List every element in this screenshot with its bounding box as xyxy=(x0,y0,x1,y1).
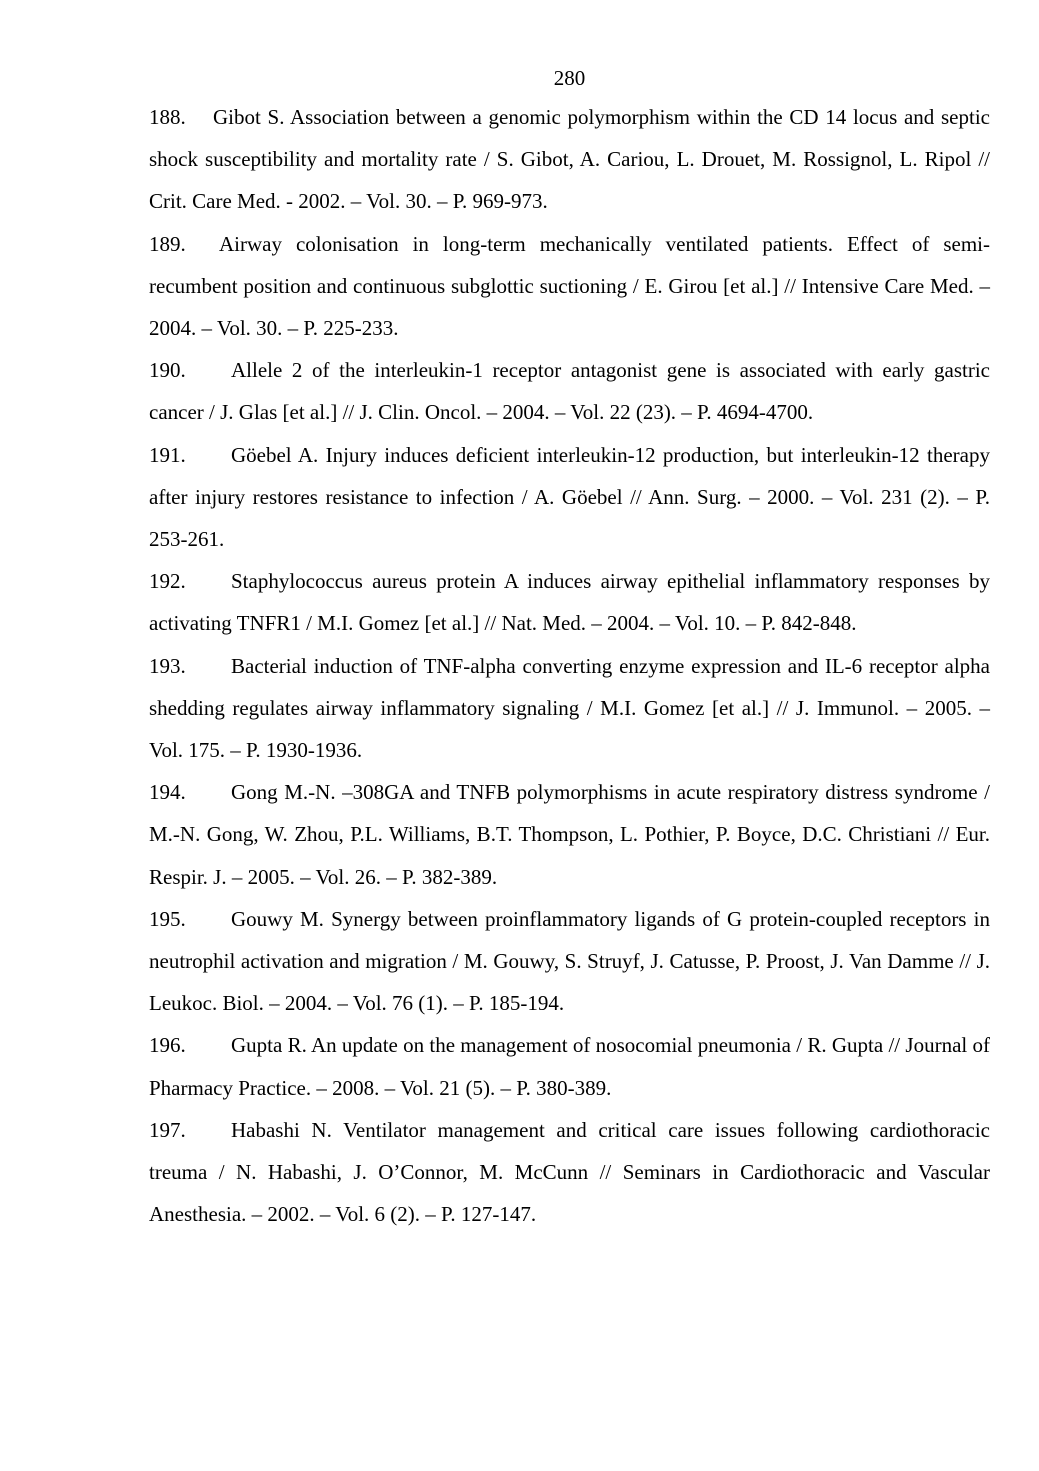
reference-text: Gibot S. Association between a genomic polymorphism within the CD 14 locus and septic shock susceptibility and mortality rate / S. Gibot, A. Cariou, L. Drouet, M. Rossignol, L. Ripol // Crit. Care Med. - 2002. – Vol. 30. – P. 969-973. xyxy=(149,105,990,214)
reference-item xyxy=(149,434,990,561)
reference-text: Habashi N. Ventilator management and critical care issues following cardiothoracic treuma / N. Habashi, J. O’Connor, M. McCunn // Seminars in Cardiothoracic and Vascular Anesthesia. – 2002. – Vol. 6 (2). – P. 127-147. xyxy=(149,1117,990,1227)
reference-item xyxy=(149,560,990,644)
reference-list xyxy=(149,96,990,1235)
reference-number: 196. xyxy=(149,1033,186,1058)
reference-text: Gouwy M. Synergy between proinflammatory ligands of G protein-coupled receptors in neutrophil activation and migration / M. Gouwy, S. Struyf, J. Catusse, P. Proost, J. Van Damme // J. Leukoc. Biol. – 2004. – Vol. 76 (1). – P. 185-194. xyxy=(149,906,990,1016)
reference-number: 197. xyxy=(149,1117,186,1142)
reference-text: Göebel A. Injury induces deficient interleukin-12 production, but interleukin-12 therapy after injury restores resistance to infection / A. Göebel // Ann. Surg. – 2000. – Vol. 231 (2). – P. 253-261. xyxy=(149,442,990,552)
reference-item xyxy=(149,1109,990,1236)
reference-item xyxy=(149,898,990,1025)
reference-number: 191. xyxy=(149,442,186,467)
reference-item xyxy=(149,1024,990,1108)
reference-text: Airway colonisation in long-term mechanically ventilated patients. Effect of semi-recumbent position and continuous subglottic suctioning / E. Girou [et al.] // Intensive Care Med. – 2004. – Vol. 30. – P. 225-233. xyxy=(149,231,990,341)
reference-item xyxy=(149,96,990,223)
reference-text: Gong M.-N. –308GA and TNFB polymorphisms in acute respiratory distress syndrome / M.-N. Gong, W. Zhou, P.L. Williams, B.T. Thompson, L. Pothier, P. Boyce, D.C. Christiani // Eur. Respir. J. – 2005. – Vol. 26. – P. 382-389. xyxy=(149,780,990,889)
reference-number: 189. xyxy=(149,231,186,256)
reference-number: 193. xyxy=(149,653,186,678)
reference-number: 194. xyxy=(149,780,186,805)
reference-text: Staphylococcus aureus protein A induces airway epithelial inflammatory responses by activating TNFR1 / M.I. Gomez [et al.] // Nat. Med. – 2004. – Vol. 10. – P. 842-848. xyxy=(149,569,990,636)
reference-item xyxy=(149,349,990,433)
reference-number: 192. xyxy=(149,569,186,594)
reference-item xyxy=(149,223,990,350)
reference-item xyxy=(149,771,990,898)
document-page xyxy=(149,60,990,1235)
reference-text: Allele 2 of the interleukin-1 receptor antagonist gene is associated with early gastric cancer / J. Glas [et al.] // J. Clin. Oncol. – 2004. – Vol. 22 (23). – P. 4694-4700. xyxy=(149,358,990,425)
reference-number: 190. xyxy=(149,358,186,383)
reference-text: Bacterial induction of TNF-alpha converting enzyme expression and IL-6 receptor alpha shedding regulates airway inflammatory signaling / M.I. Gomez [et al.] // J. Immunol. – 2005. – Vol. 175. – P. 1930-1936. xyxy=(149,653,990,763)
reference-number: 188. xyxy=(149,105,186,129)
reference-text: Gupta R. An update on the management of nosocomial pneumonia / R. Gupta // Journal of Pharmacy Practice. – 2008. – Vol. 21 (5). – P. 380-389. xyxy=(149,1033,990,1100)
reference-item xyxy=(149,645,990,772)
reference-number: 195. xyxy=(149,906,186,931)
page-number: 280 xyxy=(553,66,586,90)
